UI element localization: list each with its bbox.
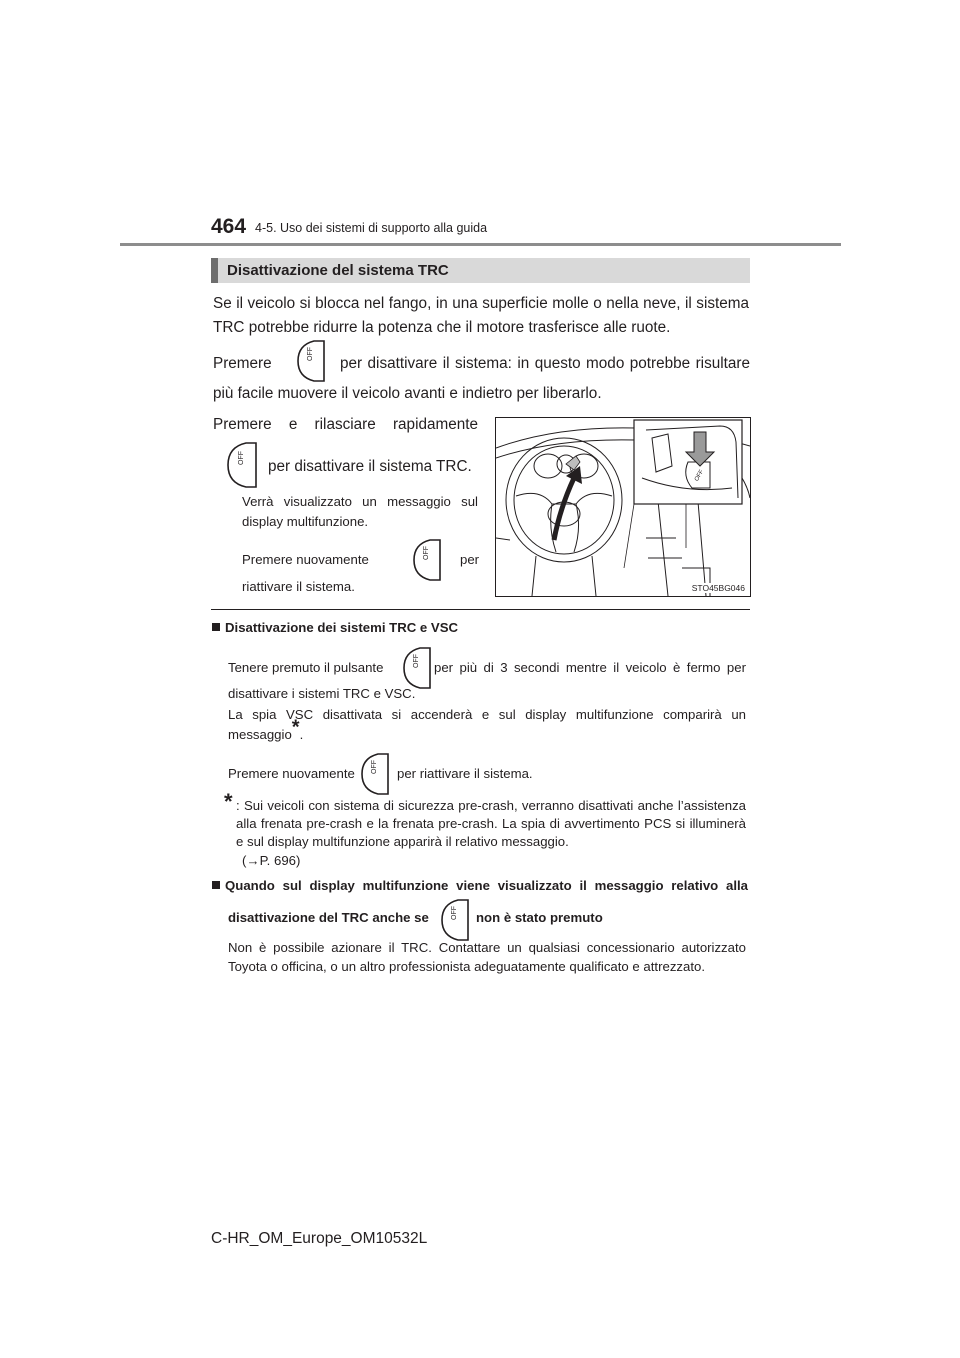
document-footer: C-HR_OM_Europe_OM10532L xyxy=(211,1230,428,1247)
footnote-text: : Sui veicoli con sistema di sicurezza pre-crash, verranno disattivati anche l’assistenza alla frenata pre-crash e la frenata pre-crash. La spia di avvertimento PCS si illuminerà e sul display multifunzione apparirà il relativo messaggio. xyxy=(236,798,746,849)
vsc-p2-text: La spia VSC disattivata si accenderà e sul display multifunzione comparirà un messaggio xyxy=(228,707,746,742)
svg-text:OFF: OFF xyxy=(694,469,706,483)
step-note1: Verrà visualizzato un messaggio sul display multifunzione. xyxy=(242,494,478,529)
svg-text:OFF: OFF xyxy=(423,546,430,560)
square-bullet-icon xyxy=(212,881,220,889)
square-bullet-icon xyxy=(212,623,220,631)
footnote-marker: * xyxy=(291,716,300,739)
page-number: 464 xyxy=(211,215,247,238)
msg-title-line1: Quando sul display multifunzione viene visualizzato il messaggio relativo alla xyxy=(225,878,748,893)
svg-text:OFF: OFF xyxy=(238,451,245,465)
vsc-section-title xyxy=(212,620,458,635)
svg-text:OFF: OFF xyxy=(451,906,458,920)
trc-off-button-icon xyxy=(410,538,446,582)
footnote-star: * xyxy=(224,789,233,814)
msg-title-line2-after: non è stato premuto xyxy=(476,910,603,925)
msg-body: Non è possibile azionare il TRC. Contattare un qualsiasi concessionario autorizzato Toyota o officina, o un altro professionista adeguatamente qualificato e attrezzato. xyxy=(228,940,746,974)
step-line1: Premere e rilasciare rapidamente xyxy=(213,416,478,433)
intro-after: per disattivare il sistema: in questo modo potrebbe risultare xyxy=(340,355,750,372)
svg-text:OFF: OFF xyxy=(371,760,378,774)
section-title: 4-5. Uso dei sistemi di supporto alla guida xyxy=(255,221,488,235)
dashboard-drawing xyxy=(496,418,750,596)
trc-off-button-icon xyxy=(358,752,394,796)
vsc-p3-before: Premere nuovamente xyxy=(228,766,355,781)
svg-text:OFF: OFF xyxy=(307,347,314,361)
section-heading xyxy=(211,258,750,283)
vsc-title-text: Disattivazione dei sistemi TRC e VSC xyxy=(225,620,459,635)
vsc-p2 xyxy=(228,705,746,745)
msg-title-line2-before: disattivazione del TRC anche se xyxy=(228,910,429,925)
trc-off-button-icon xyxy=(294,339,332,383)
dashboard-illustration xyxy=(495,417,751,597)
heading-text: Disattivazione del sistema TRC xyxy=(227,262,449,279)
msg-section-title xyxy=(212,878,748,893)
header-divider xyxy=(120,243,841,246)
trc-off-button-icon xyxy=(438,898,474,942)
intro-paragraph: Se il veicolo si blocca nel fango, in una superficie molle o nella neve, il sistema TRC potrebbe ridurre la potenza che il motore trasferisce alle ruote. xyxy=(213,295,749,336)
vsc-p1-after: per più di 3 secondi mentre il veicolo è fermo per xyxy=(434,660,746,675)
vsc-p1-line2: disattivare i sistemi TRC e VSC. xyxy=(228,686,416,701)
step-note2-after: per xyxy=(460,552,480,567)
step-note2-line2: riattivare il sistema. xyxy=(242,579,355,594)
section-divider xyxy=(211,609,750,610)
step-note2-before: Premere nuovamente xyxy=(242,552,369,567)
trc-off-button-icon xyxy=(224,441,262,489)
intro-premere: Premere xyxy=(213,355,272,372)
heading-accent xyxy=(211,258,218,283)
figure-caption: STO45BG046 xyxy=(691,583,745,593)
step-line2: per disattivare il sistema TRC. xyxy=(268,458,472,475)
footnote-ref: (→P. 696) xyxy=(242,853,301,868)
vsc-p3-after: per riattivare il sistema. xyxy=(397,766,533,781)
vsc-p1-before: Tenere premuto il pulsante xyxy=(228,660,384,675)
intro-line2: più facile muovere il veicolo avanti e indietro per liberarlo. xyxy=(213,385,602,402)
svg-text:OFF: OFF xyxy=(413,654,420,668)
vsc-p2-end: . xyxy=(299,727,304,742)
